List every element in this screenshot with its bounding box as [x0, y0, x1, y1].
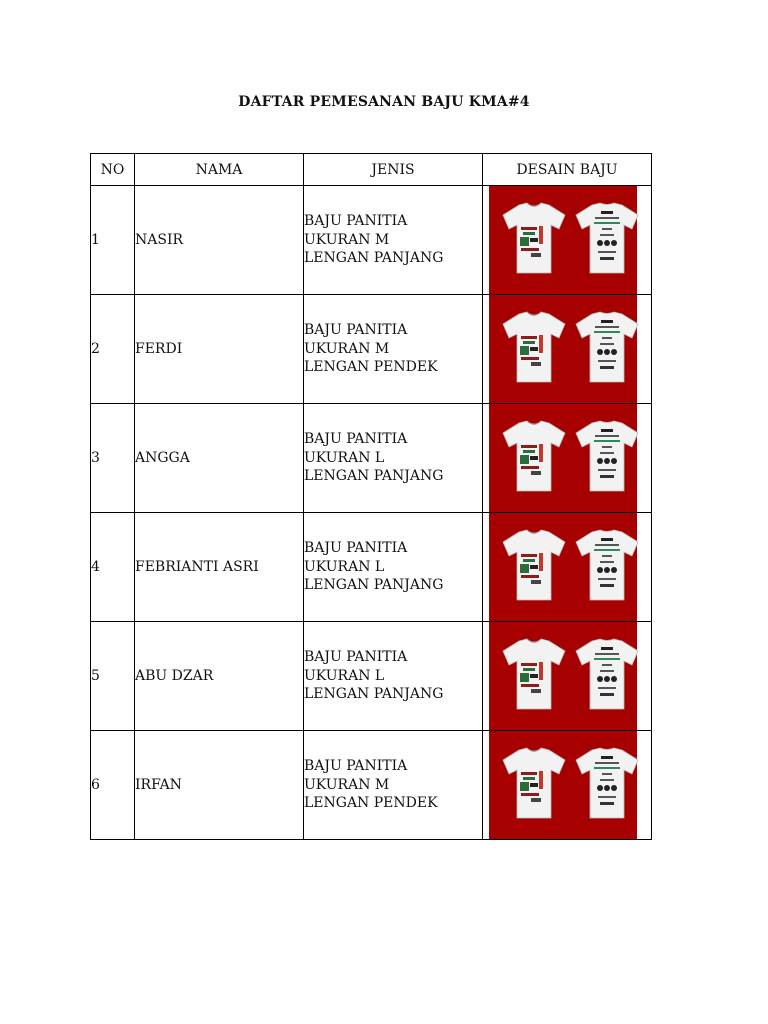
cell-no: 2: [91, 295, 135, 404]
cell-no: 5: [91, 622, 135, 731]
design-background: [489, 622, 637, 730]
jenis-line-sleeve: LENGAN PENDEK: [304, 359, 438, 376]
jenis-line-sleeve: LENGAN PANJANG: [304, 250, 444, 267]
cell-desain: [483, 295, 652, 404]
design-background: [489, 295, 637, 403]
cell-nama: ANGGA: [135, 404, 304, 513]
jenis-line-size: UKURAN M: [304, 340, 390, 357]
jenis-line-type: BAJU PANITIA: [304, 758, 408, 775]
table-row: [91, 513, 652, 622]
table-row: [91, 295, 652, 404]
document-title: DAFTAR PEMESANAN BAJU KMA#4: [238, 94, 530, 110]
header-jenis: JENIS: [304, 154, 483, 186]
tshirt-back-image: [574, 528, 640, 603]
jenis-line-size: UKURAN L: [304, 558, 385, 575]
cell-desain: [483, 186, 652, 295]
jenis-line-size: UKURAN M: [304, 231, 390, 248]
cell-jenis: [304, 513, 483, 622]
cell-nama: FEBRIANTI ASRI: [135, 513, 304, 622]
cell-jenis: [304, 186, 483, 295]
order-table: [90, 153, 652, 840]
cell-jenis: [304, 731, 483, 840]
tshirt-back-image: [574, 637, 640, 712]
cell-jenis: [304, 622, 483, 731]
cell-no: 6: [91, 731, 135, 840]
design-background: [489, 186, 637, 294]
jenis-line-size: UKURAN M: [304, 776, 390, 793]
header-no: NO: [91, 154, 135, 186]
jenis-line-sleeve: LENGAN PANJANG: [304, 686, 444, 703]
jenis-line-type: BAJU PANITIA: [304, 431, 408, 448]
cell-no: 4: [91, 513, 135, 622]
jenis-line-type: BAJU PANITIA: [304, 213, 408, 230]
design-background: [489, 731, 637, 839]
jenis-line-sleeve: LENGAN PENDEK: [304, 795, 438, 812]
tshirt-front-image: [501, 419, 567, 494]
table-row: [91, 404, 652, 513]
table-header-row: [91, 154, 652, 186]
design-background: [489, 513, 637, 621]
jenis-line-size: UKURAN L: [304, 667, 385, 684]
cell-no: 1: [91, 186, 135, 295]
tshirt-back-image: [574, 419, 640, 494]
tshirt-front-image: [501, 637, 567, 712]
jenis-line-type: BAJU PANITIA: [304, 649, 408, 666]
cell-nama: IRFAN: [135, 731, 304, 840]
jenis-line-type: BAJU PANITIA: [304, 540, 408, 557]
jenis-line-type: BAJU PANITIA: [304, 322, 408, 339]
table-row: [91, 622, 652, 731]
cell-nama: FERDI: [135, 295, 304, 404]
table-row: [91, 186, 652, 295]
tshirt-front-image: [501, 201, 567, 276]
tshirt-back-image: [574, 201, 640, 276]
tshirt-front-image: [501, 310, 567, 385]
header-nama: NAMA: [135, 154, 304, 186]
jenis-line-sleeve: LENGAN PANJANG: [304, 468, 444, 485]
jenis-line-size: UKURAN L: [304, 449, 385, 466]
tshirt-back-image: [574, 746, 640, 821]
cell-desain: [483, 513, 652, 622]
cell-jenis: [304, 295, 483, 404]
cell-nama: ABU DZAR: [135, 622, 304, 731]
cell-no: 3: [91, 404, 135, 513]
table-row: [91, 731, 652, 840]
cell-jenis: [304, 404, 483, 513]
cell-desain: [483, 731, 652, 840]
tshirt-front-image: [501, 528, 567, 603]
design-background: [489, 404, 637, 512]
cell-nama: NASIR: [135, 186, 304, 295]
cell-desain: [483, 622, 652, 731]
header-desain: DESAIN BAJU: [483, 154, 652, 186]
tshirt-front-image: [501, 746, 567, 821]
jenis-line-sleeve: LENGAN PANJANG: [304, 577, 444, 594]
tshirt-back-image: [574, 310, 640, 385]
cell-desain: [483, 404, 652, 513]
